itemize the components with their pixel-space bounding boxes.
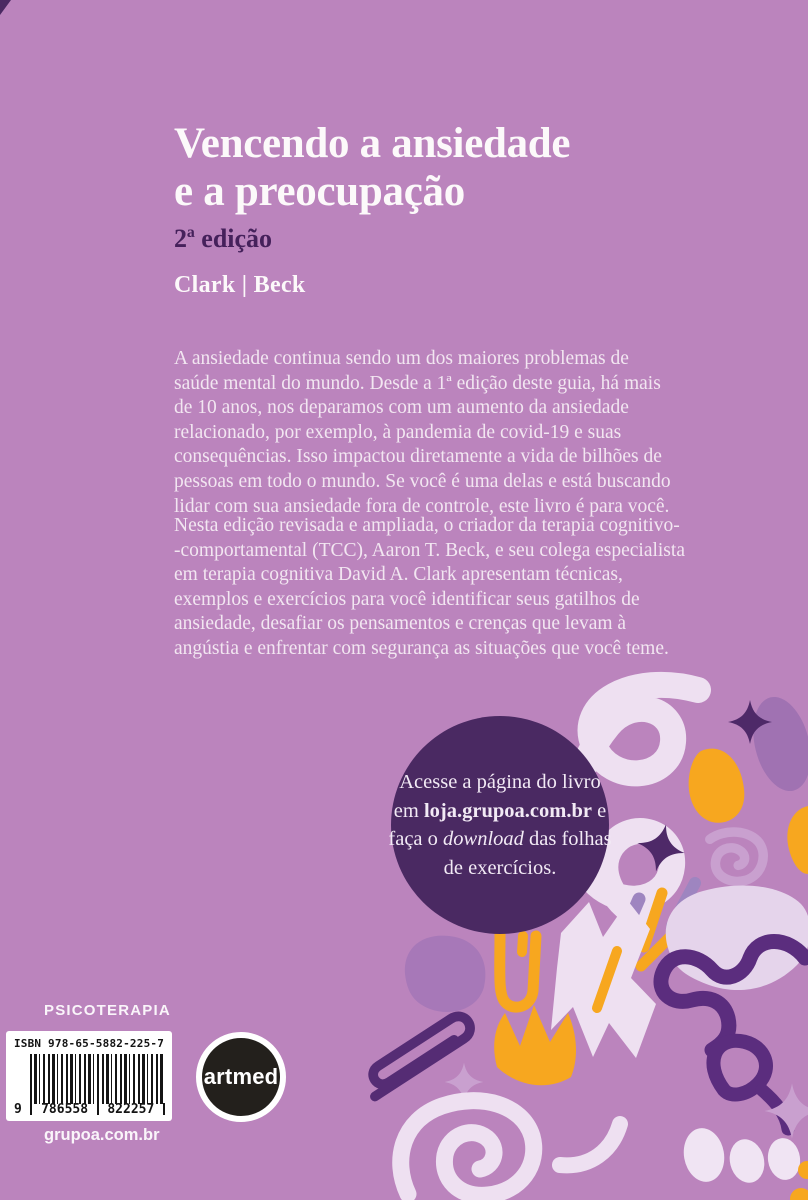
sparkle-icon (765, 1084, 808, 1139)
website-text: grupoa.com.br (44, 1126, 160, 1144)
promo-line (388, 797, 611, 826)
page-title (174, 120, 570, 216)
sparkle-icon (632, 819, 689, 876)
artmed-logo (196, 1032, 286, 1122)
corner-speck (0, 0, 11, 15)
barcode-guard (30, 1103, 32, 1115)
ribbon-loop-icon (560, 1124, 620, 1165)
promo-line: Acesse a página do livro (399, 771, 601, 793)
artmed-logo-text: artmed (203, 1064, 279, 1089)
blurb-line: de 10 anos, nos deparamos com um aumento da ansiedade (174, 397, 629, 419)
paperclip-icon (500, 933, 536, 1007)
promo-circle (388, 716, 612, 934)
barcode-guard (97, 1103, 99, 1115)
promo-line (388, 825, 611, 854)
paperclip-icon (362, 1012, 475, 1097)
edition-label: 2ª edição (174, 224, 273, 253)
pebble-icon (725, 1136, 769, 1187)
promo-text-segment: e (591, 799, 607, 822)
blurb-line: relacionado, por exemplo, à pandemia de covid-19 e suas (174, 421, 622, 443)
authors-label: Clark | Beck (174, 272, 306, 298)
stripe-icon (672, 883, 695, 926)
promo-text-segment: faça o (388, 828, 444, 850)
promo-text-segment: das folhas (523, 828, 612, 850)
blurb-line: angústia e enfrentar com segurança as situações que você teme. (174, 637, 669, 659)
blurb-line: Nesta edição revisada e ampliada, o criador da terapia cognitivo- (174, 515, 680, 536)
blob-icon (787, 806, 808, 874)
stripe-icon (626, 899, 639, 929)
blurb-paragraph-1 (174, 347, 671, 519)
blurb-line: exemplos e exercícios para você identificar seus gatilhos de (174, 588, 640, 610)
promo-text-segment: em (393, 799, 424, 822)
spiral-stamp-icon (401, 1101, 534, 1196)
title-line: e a preocupação (174, 168, 465, 215)
promo-text-segment: download (443, 828, 524, 850)
promo-line: de exercícios. (443, 856, 557, 879)
isbn-digit-group: 822257 (107, 1102, 155, 1117)
isbn-label: ISBN 978-65-5882-225-7 (13, 1037, 165, 1050)
pebble-icon (680, 1125, 729, 1185)
blurb-line: em terapia cognitiva David A. Clark apresentam técnicas, (174, 564, 623, 586)
isbn-barcode (6, 1031, 172, 1121)
isbn-digit-group: 786558 (41, 1102, 89, 1117)
stripe-icon (644, 893, 662, 947)
barcode-guard (163, 1103, 165, 1115)
promo-text (388, 768, 611, 882)
blurb-line: lidar com sua ansiedade fora de controle, este livro é para você. (174, 495, 670, 517)
blurb-line: -comportamental (TCC), Aaron T. Beck, e seu colega especialista (174, 539, 685, 561)
blob-icon (790, 1188, 808, 1200)
blurb-line: consequências. Isso impactou diretamente a vida de bilhões de (174, 446, 662, 468)
blurb-line: A ansiedade continua sendo um dos maiores problemas de (174, 348, 629, 369)
stripe-icon (641, 918, 689, 966)
blurb-line: pessoas em todo o mundo. Se você é uma delas e está buscando (174, 470, 671, 492)
egg-blob-icon (689, 749, 745, 823)
isbn-digits (14, 1102, 165, 1118)
squiggle-icon (762, 1090, 788, 1129)
blurb-line: saúde mental do mundo. Desde a 1ª edição deste guia, há mais (174, 372, 661, 394)
blurb-paragraph-2 (174, 514, 685, 662)
category-label: PSICOTERAPIA (44, 1002, 171, 1019)
blob-icon (405, 936, 486, 1012)
barcode-bars (30, 1054, 163, 1104)
blurb-line: ansiedade, desafiar os pensamentos e crenças que levam à (174, 613, 627, 635)
title-line: Vencendo a ansiedade (174, 120, 571, 167)
sparkle-icon (728, 700, 772, 744)
zigzag-icon (551, 901, 656, 1058)
blob-icon (798, 1161, 808, 1179)
paperclip-icon (522, 936, 523, 952)
crown-icon (494, 1005, 576, 1085)
blob-icon (666, 885, 808, 990)
blob-icon (744, 691, 808, 797)
squiggle-icon (713, 1041, 766, 1095)
pebble-icon (765, 1136, 803, 1182)
spiral-stamp-icon (706, 829, 766, 884)
isbn-digit-group: 9 (14, 1102, 22, 1117)
stripe-icon (597, 951, 617, 1008)
promo-url: loja.grupoa.com.br (423, 799, 592, 822)
squiggle-icon (661, 942, 805, 1051)
sparkle-icon (445, 1063, 484, 1102)
